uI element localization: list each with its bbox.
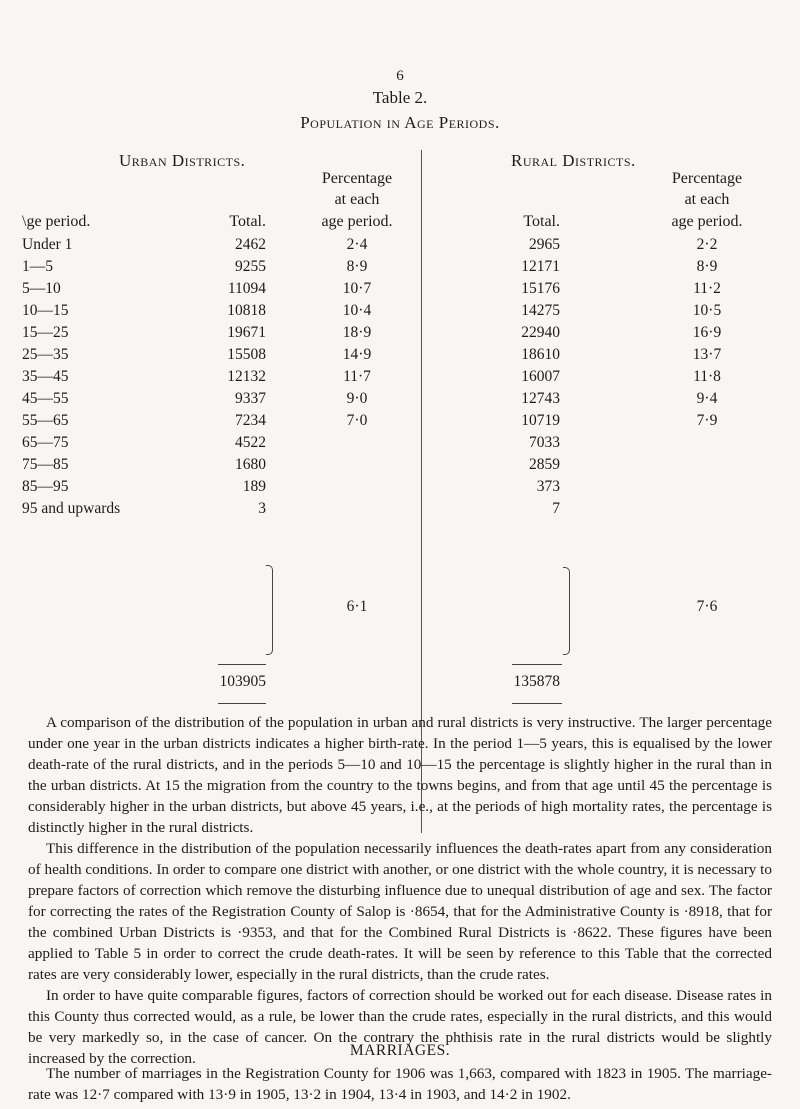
rural-pct-cell: 9·4: [696, 390, 718, 407]
rural-total-cell: 15176: [521, 280, 560, 297]
rural-sum-rule-bottom: [512, 703, 562, 704]
urban-total-cell: 2462: [235, 236, 266, 253]
age-period-cell: 55—65: [22, 412, 69, 429]
rural-total-cell: 16007: [521, 368, 560, 385]
rural-pct-cell: 11·2: [693, 280, 721, 297]
urban-pct-header-2: at each: [334, 191, 380, 208]
urban-total-cell: 4522: [235, 434, 266, 451]
rural-pct-cell: 8·9: [696, 258, 718, 275]
rural-total-cell: 7033: [529, 434, 560, 451]
table-title: Table 2.: [372, 88, 428, 107]
age-period-cell: Under 1: [22, 236, 73, 253]
urban-total-cell: 189: [242, 478, 266, 495]
rural-pct-cell: 13·7: [692, 346, 722, 363]
rural-total-cell: 2965: [529, 236, 560, 253]
urban-total-cell: 9337: [235, 390, 266, 407]
age-period-cell: 25—35: [22, 346, 69, 363]
urban-pct-cell: 14·9: [342, 346, 372, 363]
rural-total-cell: 14275: [521, 302, 560, 319]
paragraph: A comparison of the distribution of the population in urban and rural districts is very instructive. The larger percentage under one year in the urban districts indicates a higher birth-rate. In the period 1—5 years, this is equalised by the lower death-rate of the rural districts, and in the periods 5—10 and 10—15 the percentage is slightly higher in the rural than in the urban districts. At 15 the migration from the country to the towns begins, and from that age until 45 the percentage is considerably higher in the urban districts, but above 45 years, i.e., at the periods of high mortality rates, the percentage is distinctly higher in the rural districts.: [28, 714, 772, 836]
page-number: 6: [396, 68, 404, 84]
rural-total-cell: 18610: [521, 346, 560, 363]
rural-total-cell: 373: [536, 478, 560, 495]
rural-pct-cell: 7·9: [696, 412, 718, 429]
rural-total-cell: 12743: [521, 390, 560, 407]
urban-pct-cell: 10·4: [342, 302, 372, 319]
rural-sum-rule-top: [512, 664, 562, 665]
rural-total-cell: 7: [552, 500, 560, 517]
urban-pct-cell: 2·4: [346, 236, 368, 253]
urban-grouped-pct: 6·1: [346, 598, 368, 615]
urban-sum-rule-bottom: [218, 703, 266, 704]
paragraph: The number of marriages in the Registration County for 1906 was 1,663, compared with 1823 in 1905. The marriage-rate was 12·7 compared with 13·9 in 1905, 13·2 in 1904, 13·4 in 1903, and 14·2 in 1902.: [28, 1065, 772, 1103]
urban-total-header: Total.: [229, 213, 266, 230]
rural-total-cell: 22940: [521, 324, 560, 341]
rural-pct-cell: 11·8: [693, 368, 721, 385]
age-period-cell: 35—45: [22, 368, 69, 385]
urban-total-cell: 11094: [227, 280, 266, 297]
age-period-header: \ge period.: [22, 213, 91, 230]
urban-total-cell: 10818: [227, 302, 266, 319]
urban-pct-header-1: Percentage: [321, 170, 393, 187]
rural-pct-header-2: at each: [684, 191, 730, 208]
age-period-cell: 5—10: [22, 280, 61, 297]
rural-sum: 135878: [513, 673, 560, 690]
rural-total-header: Total.: [523, 213, 560, 230]
rural-pct-cell: 2·2: [696, 236, 718, 253]
discussion-text: [28, 712, 772, 1069]
urban-pct-cell: 10·7: [342, 280, 372, 297]
age-period-cell: 15—25: [22, 324, 69, 341]
rural-total-cell: 12171: [521, 258, 560, 275]
rural-grouped-pct: 7·6: [696, 598, 718, 615]
urban-pct-cell: 11·7: [343, 368, 371, 385]
paragraph: This difference in the distribution of the population necessarily influences the death-rates apart from any consideration of health conditions. In order to compare one district with another, or one district with the whole country, it is necessary to prepare factors of correction which remove the disturbing influence due to unequal distribution of age and sex. The factor for correcting the rates of the Registration County of Salop is ·8654, that for the Administrative County is ·8918, that for the combined Urban Districts is ·9353, and that for the Combined Rural Districts is ·8622. These figures have been applied to Table 5 in order to correct the crude death-rates. It will be seen by reference to this Table that the corrected rates are very considerably lower, especially in the rural districts, than the crude rates.: [28, 840, 772, 983]
age-period-cell: 85—95: [22, 478, 69, 495]
rural-total-cell: 2859: [529, 456, 560, 473]
urban-total-cell: 15508: [227, 346, 266, 363]
urban-total-cell: 12132: [227, 368, 266, 385]
age-period-cell: 75—85: [22, 456, 69, 473]
urban-sum: 103905: [219, 673, 266, 690]
urban-pct-cell: 8·9: [346, 258, 368, 275]
urban-districts-heading: Urban Districts.: [119, 151, 246, 170]
table-subtitle: Population in Age Periods.: [300, 113, 500, 132]
age-period-cell: 45—55: [22, 390, 69, 407]
urban-total-cell: 19671: [227, 324, 266, 341]
rural-pct-cell: 16·9: [692, 324, 722, 341]
rural-grouped-brace: [563, 567, 570, 655]
urban-total-cell: 3: [258, 500, 266, 517]
urban-pct-header-3: age period.: [321, 213, 393, 230]
urban-grouped-brace: [266, 565, 273, 655]
urban-pct-cell: 18·9: [342, 324, 372, 341]
urban-total-cell: 9255: [235, 258, 266, 275]
urban-pct-cell: 7·0: [346, 412, 368, 429]
age-period-cell: 1—5: [22, 258, 53, 275]
marriages-heading: MARRIAGES.: [349, 1042, 451, 1059]
urban-pct-cell: 9·0: [346, 390, 368, 407]
marriages-text: [28, 1063, 772, 1105]
age-period-cell: 95 and upwards: [22, 500, 121, 517]
rural-districts-heading: Rural Districts.: [511, 151, 636, 170]
rural-pct-header-1: Percentage: [671, 170, 743, 187]
rural-pct-cell: 10·5: [692, 302, 722, 319]
rural-total-cell: 10719: [521, 412, 560, 429]
age-period-cell: 10—15: [22, 302, 69, 319]
urban-total-cell: 7234: [235, 412, 266, 429]
paragraph: In order to have quite comparable figures, factors of correction should be worked out for each disease. Disease rates in this County thus corrected would, as a rule, be lower than the crude rates, especially in the rural districts, and this would be very markedly so, in the case of cancer. On the contrary the phthisis rate in the rural districts would be slightly increased by the correction.: [28, 987, 772, 1067]
rural-pct-header-3: age period.: [671, 213, 743, 230]
urban-total-cell: 1680: [235, 456, 266, 473]
urban-sum-rule-top: [218, 664, 266, 665]
age-period-cell: 65—75: [22, 434, 69, 451]
